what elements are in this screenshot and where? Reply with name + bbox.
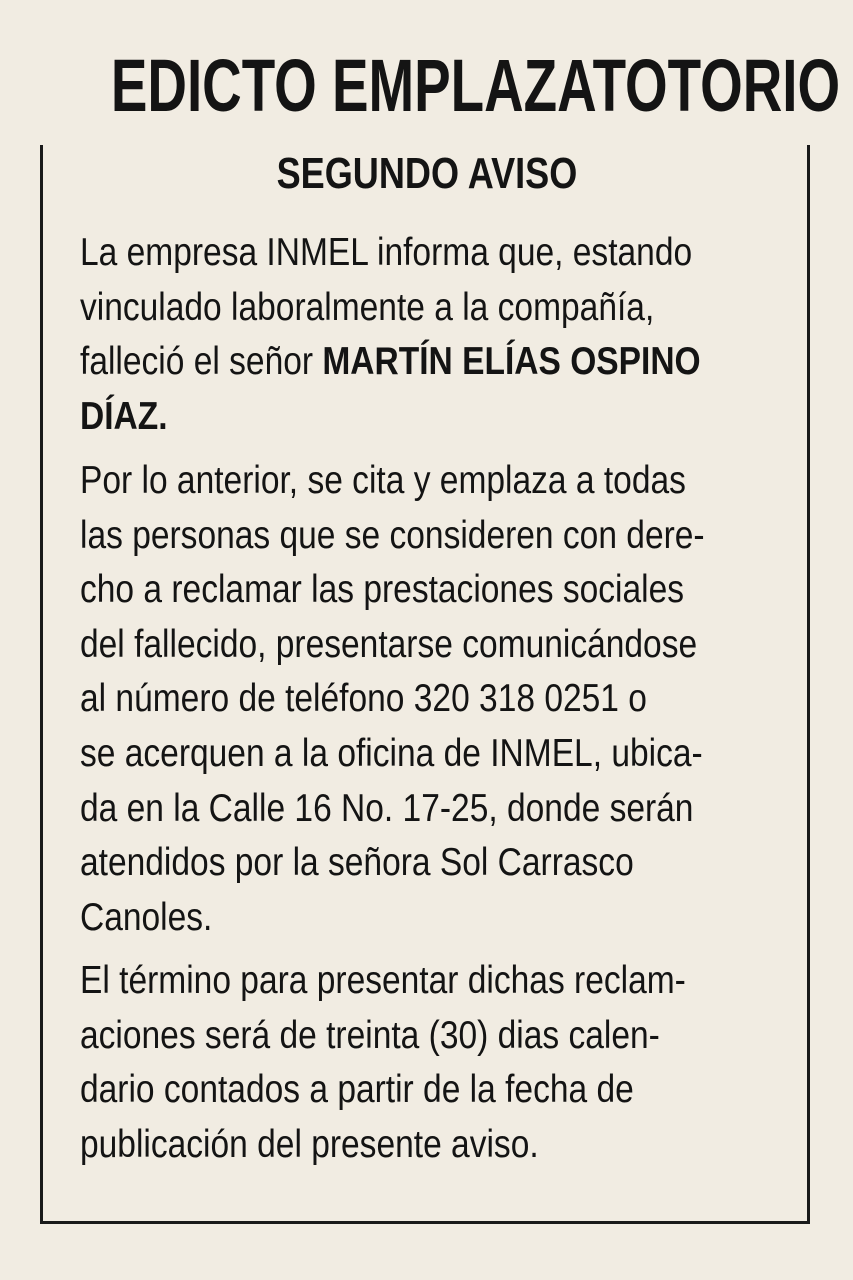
- paragraph-line: del fallecido, presentarse comunicándose: [80, 622, 698, 666]
- paragraph-line: cho a reclamar las prestaciones sociales: [80, 568, 685, 612]
- paragraph-deadline: [80, 954, 780, 1172]
- paragraph-line: Por lo anterior, se cita y emplaza a todas: [80, 459, 686, 502]
- paragraph-line: dario contados a partir de la fecha de: [80, 1068, 634, 1112]
- paragraph-line: La empresa INMEL informa que, estando: [80, 231, 693, 274]
- paragraph-line: se acerquen a la oficina de INMEL, ubica-: [80, 731, 703, 775]
- paragraph-line: vinculado laboralmente a la compañía,: [80, 285, 655, 329]
- paragraph-line: atendidos por la señora Sol Carrasco: [80, 841, 634, 885]
- paragraph-line: [80, 335, 701, 390]
- paragraph-line: El término para presentar dichas reclam-: [80, 959, 686, 1002]
- deceased-intro-text: falleció el señor: [80, 340, 323, 384]
- paragraph-announcement: [80, 226, 780, 444]
- paragraph-line: da en la Calle 16 No. 17-25, donde serán: [80, 786, 694, 830]
- paragraph-line: publicación del presente aviso.: [80, 1122, 539, 1166]
- paragraph-line: las personas que se consideren con dere-: [80, 513, 705, 557]
- paragraph-line: Canoles.: [80, 895, 213, 939]
- paragraph-summons: [80, 454, 780, 945]
- deceased-name: MARTÍN ELÍAS OSPINO: [322, 340, 701, 384]
- paragraph-line: al número de teléfono 320 318 0251 o: [80, 677, 647, 721]
- paragraph-line: aciones será de treinta (30) dias calen-: [80, 1013, 660, 1057]
- notice-title: EDICTO EMPLAZATOTORIO: [110, 44, 841, 127]
- notice-subtitle: SEGUNDO AVISO: [276, 149, 578, 198]
- deceased-name-continuation: DÍAZ.: [80, 394, 168, 438]
